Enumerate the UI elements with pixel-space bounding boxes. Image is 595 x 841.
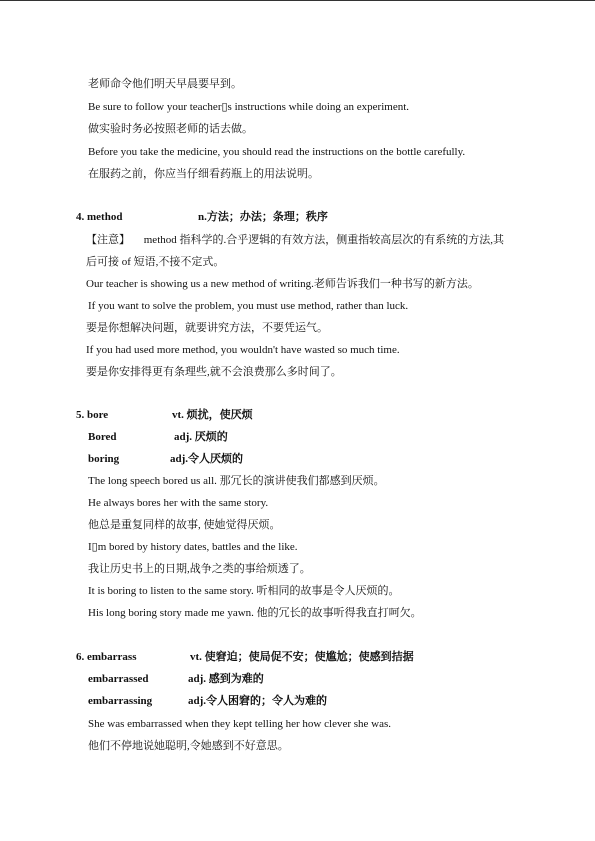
intro-line-4: Before you take the medicine, you should read the instructions on the bottle carefully.	[88, 146, 466, 158]
intro-line-1: 老师命令他们明天早晨要早到。	[88, 78, 242, 90]
entry-5-example-4: I▯m bored by history dates, battles and the like.	[88, 541, 298, 553]
entry-6-definition-3: adj.令人困窘的；令人为难的	[188, 695, 328, 707]
entry-5-example-3: 他总是重复同样的故事, 使她觉得厌烦。	[88, 519, 281, 531]
entry-5-definition-3: adj.令人厌烦的	[170, 453, 244, 465]
entry-5-term-2: Bored	[88, 431, 117, 443]
entry-4-note-line-2: 后可接 of 短语,不接不定式。	[86, 256, 225, 268]
page-top-rule	[0, 0, 595, 1]
entry-5-example-7: His long boring story made me yawn. 他的冗长的故事听得我直打呵欠。	[88, 607, 422, 619]
entry-5-example-1: The long speech bored us all. 那冗长的演讲使我们都感到厌烦。	[88, 475, 385, 487]
entry-4-note-line-1: 【注意】 method 指科学的.合乎逻辑的有效方法，侧重指较高层次的有系统的方法,其	[86, 234, 504, 246]
entry-6-term: 6. embarrass	[76, 651, 137, 663]
entry-4-example-3: 要是你想解决问题，就要讲究方法，不要凭运气。	[86, 322, 328, 334]
entry-6-example-1: She was embarrassed when they kept telling her how clever she was.	[88, 718, 392, 730]
entry-6-term-2: embarrassed	[88, 673, 149, 685]
intro-line-3: 做实验时务必按照老师的话去做。	[88, 123, 253, 135]
entry-5-term-3: boring	[88, 453, 120, 465]
entry-6-definition-2: adj. 感到为难的	[188, 673, 264, 685]
entry-4-definition: n.方法；办法；条理；秩序	[198, 211, 328, 223]
entry-4-example-4: If you had used more method, you wouldn't have wasted so much time.	[86, 344, 400, 356]
entry-5-term: 5. bore	[76, 409, 109, 421]
entry-4-example-1: Our teacher is showing us a new method of writing.老师告诉我们一种书写的新方法。	[86, 278, 479, 290]
entry-4-example-5: 要是你安排得更有条理些,就不会浪费那么多时间了。	[86, 366, 342, 378]
entry-5-example-6: It is boring to listen to the same story. 听相同的故事是令人厌烦的。	[88, 585, 400, 597]
entry-5-definition: vt. 烦扰，使厌烦	[172, 409, 253, 421]
entry-5-definition-2: adj. 厌烦的	[174, 431, 228, 443]
entry-5-example-5: 我让历史书上的日期,战争之类的事给烦透了。	[88, 563, 311, 575]
intro-line-2: Be sure to follow your teacher▯s instructions while doing an experiment.	[88, 101, 410, 113]
entry-5-example-2: He always bores her with the same story.	[88, 497, 269, 509]
entry-4-term: 4. method	[76, 211, 123, 223]
entry-6-term-3: embarrassing	[88, 695, 153, 707]
entry-4-example-2: If you want to solve the problem, you must use method, rather than luck.	[88, 300, 409, 312]
entry-6-example-2: 他们不停地说她聪明,令她感到不好意思。	[88, 740, 289, 752]
intro-line-5: 在服药之前，你应当仔细看药瓶上的用法说明。	[88, 168, 319, 180]
entry-6-definition: vt. 使窘迫；使局促不安；使尴尬；使感到拮据	[190, 651, 414, 663]
